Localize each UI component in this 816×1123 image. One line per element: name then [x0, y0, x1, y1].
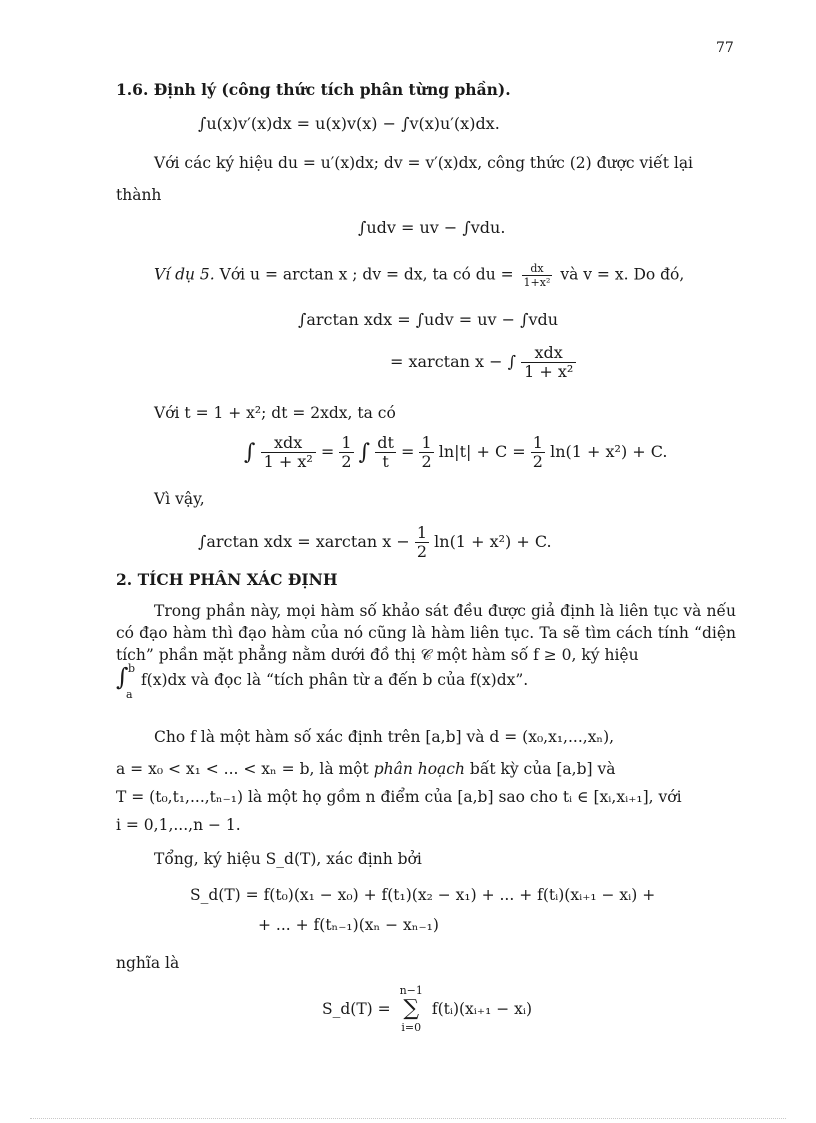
substitution-text: Với t = 1 + x²; dt = 2xdx, ta có [154, 404, 396, 422]
int-fraction [261, 434, 316, 471]
du-fraction [522, 262, 553, 289]
sigma-icon: ∑ [403, 996, 420, 1021]
half-fraction [339, 434, 353, 471]
page-number: 77 [716, 40, 734, 56]
du-numerator: dx [522, 262, 553, 276]
integral-sign: ∫ [358, 440, 371, 465]
definite-integral-line [116, 662, 529, 701]
ln-tail: ln(1 + x²) + C. [550, 442, 668, 461]
sum-line1: S_d(T) = f(t₀)(x₁ − x₀) + f(t₁)(x₂ − x₁) + ... + f(tᵢ)(xᵢ₊₁ − xᵢ) + [190, 886, 656, 904]
meaning-text: nghĩa là [116, 954, 180, 972]
theorem-title: 1.6. Định lý (công thức tích phân từng phần). [116, 80, 511, 99]
final-numerator: 1 [416, 523, 428, 542]
xdx-denominator: 1 + x² [524, 362, 574, 381]
final-a: ∫arctan xdx = xarctan x − [198, 532, 410, 551]
example-line2 [390, 344, 576, 381]
xdx-fraction [521, 344, 576, 381]
dt-numerator: dt [377, 433, 394, 452]
sum-line2: + ... + f(tₙ₋₁)(xₙ − xₙ₋₁) [258, 916, 439, 934]
eq-sign-a: = [320, 442, 335, 461]
example-line1: ∫arctan xdx = ∫udv = uv − ∫vdu [298, 310, 559, 329]
p2-line2-italic: phân hoạch [373, 760, 465, 778]
page-bottom-rule [30, 1118, 786, 1119]
final-denominator: 2 [416, 542, 428, 561]
p3-text: Tổng, ký hiệu S_d(T), xác định bởi [154, 850, 422, 868]
final-equation [198, 524, 552, 561]
sigma-lhs: S_d(T) = [322, 1000, 391, 1018]
p2-line3: T = (t₀,t₁,...,tₙ₋₁) là một họ gồm n điểm của [a,b] sao cho tᵢ ∈ [xᵢ,xᵢ₊₁], với [116, 788, 682, 806]
p1-tail: f(x)dx và đọc là “tích phân từ a đến b của f(x)dx”. [140, 671, 529, 689]
half3-fraction [531, 434, 545, 471]
eq-sign-b: = [400, 442, 415, 461]
final-fraction [415, 524, 429, 561]
int-denominator: 1 + x² [263, 452, 313, 471]
int-numerator: xdx [261, 434, 316, 453]
p2-line4: i = 0,1,...,n − 1. [116, 816, 241, 834]
p2-line2-a: a = x₀ < x₁ < ... < xₙ = b, là một [116, 760, 369, 778]
half-denominator: 2 [341, 452, 352, 471]
substitution-equation [244, 434, 668, 471]
section2-paragraph1: Trong phần này, mọi hàm số khảo sát đều được giả định là liên tục và nếu có đạo hàm thì đạo hàm của nó cũng là hàm liên tục. Ta sẽ tìm cách tính “diện tích” phần mặt phẳng nằm dưới đồ thị 𝒞 một hàm số f ≥ 0, ký hiệu [116, 602, 736, 664]
half3-denominator: 2 [532, 452, 543, 471]
therefore-text: Vì vậy, [154, 490, 205, 508]
p2-line2 [116, 758, 616, 780]
example-label: Ví dụ 5. [154, 265, 215, 284]
sigma-lower: i=0 [401, 1021, 422, 1034]
ln-abs: ln|t| + C = [438, 442, 526, 461]
half3-numerator: 1 [532, 433, 543, 452]
sigma-rhs: f(tᵢ)(xᵢ₊₁ − xᵢ) [431, 1000, 533, 1018]
half2-fraction [419, 434, 433, 471]
dt-fraction [375, 434, 396, 471]
lower-limit: a [126, 688, 133, 701]
sigma-equation [322, 984, 532, 1036]
half-numerator: 1 [341, 433, 352, 452]
sigma-block [400, 984, 423, 1034]
xdx-numerator: xdx [521, 344, 576, 363]
section2-title: 2. TÍCH PHÂN XÁC ĐỊNH [116, 570, 338, 589]
example-text-b: và v = x. Do đó, [560, 265, 685, 284]
definite-integral-symbol [116, 662, 136, 701]
formula-udv: ∫udv = uv − ∫vdu. [358, 218, 506, 237]
integral-sign: ∫ [244, 440, 256, 465]
half2-numerator: 1 [421, 433, 432, 452]
theorem-formula: ∫u(x)v′(x)dx = u(x)v(x) − ∫v(x)u′(x)dx. [198, 114, 500, 133]
para1-line1: Với các ký hiệu du = u′(x)dx; dv = v′(x)dx, công thức (2) được viết lại [154, 154, 694, 172]
upper-limit: b [128, 662, 136, 675]
half2-denominator: 2 [421, 452, 432, 471]
p2-line1: Cho f là một hàm số xác định trên [a,b] và d = (x₀,x₁,...,xₙ), [154, 728, 615, 746]
para1-line2: thành [116, 186, 162, 204]
example-text-a: Với u = arctan x ; dv = dx, ta có du = [219, 265, 514, 284]
integral-sign: ∫ [116, 663, 129, 691]
p2-line2-b: bất kỳ của [a,b] và [469, 760, 616, 778]
example-line [154, 262, 684, 289]
sigma-upper: n−1 [399, 984, 423, 997]
du-denominator: 1+x² [523, 276, 551, 289]
example-line2-a: = xarctan x − ∫ [390, 352, 516, 371]
final-b: ln(1 + x²) + C. [434, 532, 552, 551]
dt-denominator: t [382, 452, 389, 471]
